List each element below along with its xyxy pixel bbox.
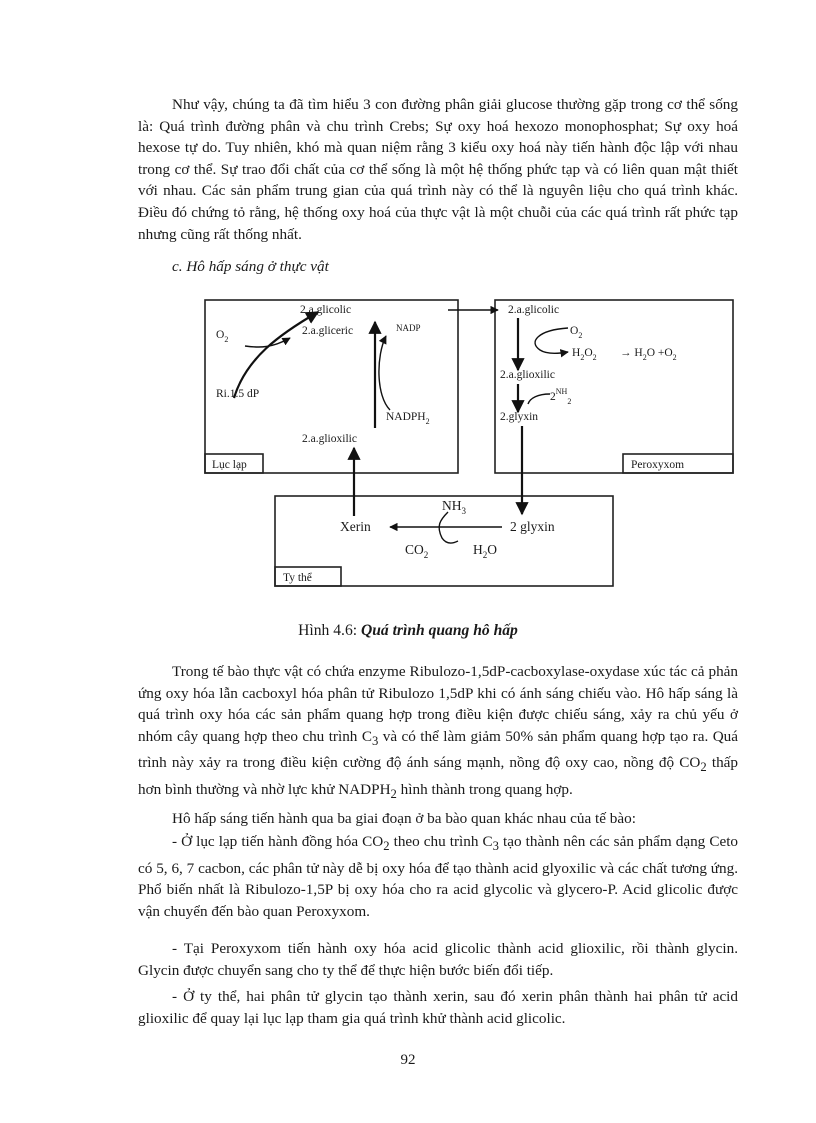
nadph-label: $NADPH_2$: [386, 411, 430, 426]
o2-chloroplast: $O_2$: [216, 329, 229, 344]
nadph-curve-arrow: [379, 336, 390, 410]
chloroplast-stage-paragraph: - Ở lục lạp tiến hành đồng hóa $CO_2$ theo chu trình $C_3$ tạo thành nên các sản phẩm dạng Ceto có 5, 6, 7 cacbon, các phân tử này dễ bị oxy hóa để tạo thành acid glyoxilic và các chất tương ứng. Phổ biến nhất là Ribulozo-1,5P bị oxy hóa cho ra acid glycolic và glycero-P. Acid glicolic được vận chuyển đến bào quan Peroxyxom.: [138, 833, 739, 920]
stages-paragraph: Hô hấp sáng tiến hành qua ba giai đoạn ở ba bào quan khác nhau của tế bào:: [172, 810, 636, 827]
glicolic-peroxisome: 2.a.glicolic: [508, 304, 560, 316]
peroxisome-stage-paragraph: - Tại Peroxyxom tiến hành oxy hóa acid glicolic thành acid glioxilic, rồi thành glycin. Glycin được chuyển sang cho ty thể để thực hiện bước biến đổi tiếp.: [138, 940, 738, 979]
nadp-label: NADP: [396, 323, 421, 333]
nh3-label: $NH_3$: [442, 498, 466, 516]
h2o-label: $H_2O$: [473, 542, 497, 560]
luc-lap-label: Lục lạp: [212, 459, 247, 471]
nh2-label: $2^{NH}_2$: [550, 387, 572, 406]
intro-paragraph: Như vậy, chúng ta đã tìm hiểu 3 con đường phân giải glucose thường gặp trong cơ thể sống là: Quá trình đường phân và chu trình Crebs; Sự oxy hoá hexozo monophosphat; Sự oxy hoá hexose tự do. Tuy nhiên, khó mà quan niệm rằng 3 kiểu oxy hoá này tiến hành độc lập với nhau trong cơ thể. Sự trao đổi chất của cơ thể sống là một hệ thống phức tạp và có liên quan mật thiết với nhau. Các sản phẩm trung gian của quá trình này có thể là nguyên liệu cho quá trình khác. Điều đó chứng tỏ rằng, hệ thống oxy hoá của thực vật là một chuỗi của các quá trình rất phức tạp nhưng cũng rất thống nhất.: [138, 96, 738, 243]
glioxilic-chloroplast: 2.a.glioxilic: [302, 433, 357, 445]
xerin-label: Xerin: [340, 519, 371, 534]
water-oxygen-product: → $H_2O +O_2$: [620, 347, 677, 362]
ribulose-label: Ri.1.5 dP: [216, 388, 260, 400]
photorespiration-diagram: [190, 286, 750, 596]
o2-uptake-arrow: [245, 338, 290, 347]
photorespiration-paragraph: Trong tế bào thực vật có chứa enzyme Ribulozo-1,5dP-cacboxylase-oxydase xúc tác cả phản ứng oxy hóa lẫn cacboxyl hóa phân tử Ribulozo 1,5dP khi có ánh sáng chiếu vào. Hô hấp sáng là quá trình oxy hóa các sản phẩm quang hợp trong điều kiện được chiếu sáng, xảy ra chủ yếu ở nhóm cây quang hợp theo chu trình $C_3$ và có thể làm giảm 50% sản phẩm quang hợp tạo ra. Quá trình này xảy ra trong điều kiện cường độ ánh sáng mạnh, nồng độ oxy cao, nồng độ $CO_2$ thấp hơn bình thường và nhờ lực khử $NADPH_2$ hình thành trong quang hợp.: [138, 663, 738, 802]
ty-the-label: Ty thể: [283, 572, 312, 584]
figure-caption: Hình 4.6: Quá trình quang hô hấp: [298, 622, 518, 639]
glyxin-peroxisome: 2.glyxin: [500, 411, 539, 423]
glioxilic-peroxisome: 2.a.glioxilic: [500, 369, 555, 381]
mitochondria-stage-paragraph: - Ở ty thể, hai phân tử glycin tạo thành xerin, sau đó xerin phân thành hai phân tử acid glioxilic để quay lại lục lạp tham gia quá trình khử thành acid glicolic.: [138, 988, 738, 1027]
oxygen-curve-arrow: [535, 328, 568, 353]
peroxyxom-box: [495, 300, 733, 473]
page-number: 92: [400, 1052, 416, 1068]
amination-curve: [528, 394, 550, 404]
glicolic-chloroplast: 2 a.glicolic: [300, 304, 352, 316]
gliceric-label: 2.a.gliceric: [302, 325, 354, 337]
co2-label: $CO_2$: [405, 542, 429, 560]
section-heading: c. Hô hấp sáng ở thực vật: [172, 258, 329, 275]
glyxin-mitochondria: 2 glyxin: [510, 519, 555, 534]
h2o2-label: $H_2O_2$: [572, 347, 597, 362]
o2-peroxisome: $O_2$: [570, 325, 583, 340]
peroxyxom-label: Peroxyxom: [631, 459, 685, 471]
